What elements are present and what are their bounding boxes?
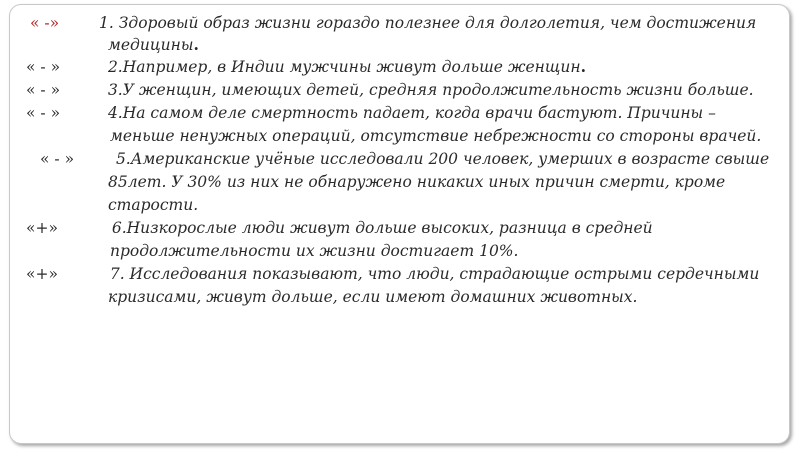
item-7-text-cont: кризисами, живут дольше, если имеют домашних животных. — [108, 288, 638, 306]
item-6-line-2 — [110, 240, 518, 262]
item-1-line-2 — [108, 34, 199, 56]
item-1-text: 1. Здоровый образ жизни гораздо полезнее для долголетия, чем достижения — [99, 14, 757, 32]
item-4-text-cont: меньше ненужных операций, отсутствие небрежности со стороны врачей. — [110, 127, 762, 145]
item-1-text-cont: медицины — [108, 36, 194, 54]
item-2-line-1 — [26, 56, 586, 78]
item-1-mark: « -» — [30, 14, 60, 32]
item-2-mark: « - » — [26, 58, 61, 76]
item-2-end: . — [580, 57, 587, 76]
item-5-line-2 — [108, 171, 725, 193]
item-5-line-1 — [40, 148, 769, 170]
item-5-text: 5.Американские учёные исследовали 200 человек, умерших в возрасте свыше — [115, 150, 770, 168]
item-7-text: 7. Исследования показывают, что люди, страдающие острыми сердечными — [109, 265, 760, 283]
item-1-end: . — [193, 35, 199, 54]
item-6-text-cont: продолжительности их жизни достигает 10%. — [110, 242, 519, 260]
item-5-line-3 — [108, 194, 198, 216]
item-7-line-2 — [108, 286, 637, 308]
item-3-mark: « - » — [26, 81, 61, 99]
item-5-text-cont: 85лет. У 30% из них не обнаружено никаких иных причин смерти, кроме — [108, 173, 726, 191]
item-7-mark: «+» — [26, 265, 58, 283]
item-5-mark: « - » — [40, 150, 75, 168]
item-3-text: 3.У женщин, имеющих детей, средняя продолжительность жизни больше. — [107, 81, 754, 99]
item-4-line-2 — [110, 125, 761, 147]
item-4-line-1 — [26, 102, 716, 124]
item-4-text: 4.На самом деле смертность падает, когда врачи бастуют. Причины – — [107, 104, 716, 122]
item-4-mark: « - » — [26, 104, 61, 122]
item-2-text: 2.Например, в Индии мужчины живут дольше женщин — [107, 58, 581, 76]
item-6-line-1 — [26, 217, 653, 239]
item-7-line-1 — [26, 263, 759, 285]
item-3-line-1 — [26, 79, 754, 101]
item-1-line-1 — [30, 12, 756, 34]
item-5-text-cont-2: старости. — [108, 196, 199, 214]
item-6-text: 6.Низкорослые люди живут дольше высоких, разница в средней — [111, 219, 653, 237]
item-6-mark: «+» — [26, 219, 58, 237]
